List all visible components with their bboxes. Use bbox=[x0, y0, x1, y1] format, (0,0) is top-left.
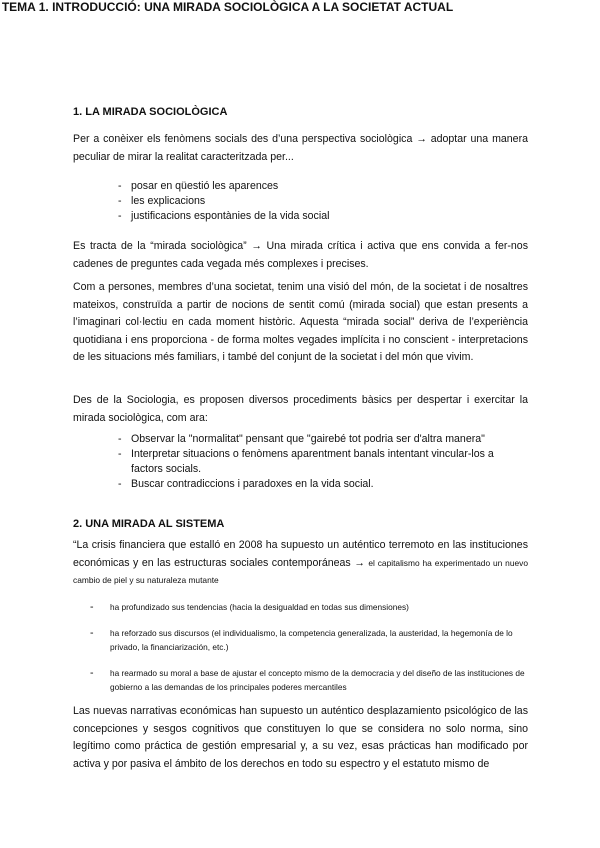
section2-heading: 2. UNA MIRADA AL SISTEMA bbox=[73, 518, 225, 530]
section2-paragraph: Las nuevas narrativas económicas han supuesto un auténtico desplazamiento psicológico de las concepciones y sesgos cognitivos que constituyen lo que se considera no solo norma, sino legítimo como práctica de gestión empresarial y, a su vez, esas prácticas han modificado por activa y por pasiva el ámbito de los derechos en todo su espectro y el estatuto mismo de bbox=[73, 705, 528, 770]
list-item: - justificacions espontànies de la vida social bbox=[118, 210, 330, 222]
list-item: - les explicacions bbox=[118, 195, 206, 207]
section1-paragraph-4: Des de la Sociologia, es proposen diversos procediments bàsics per despertar i exercitar la mirada sociològica, com ara: bbox=[73, 394, 528, 424]
list-item: - Observar la "normalitat" pensant que "gairebé tot podria ser d'altra manera" bbox=[118, 433, 485, 445]
list-item: - ha reforzado sus discursos (el individualismo, la competencia generalizada, la austeridad, la hegemonía de lo privado, la financiarización, etc.) bbox=[90, 626, 513, 652]
section1-heading: 1. LA MIRADA SOCIOLÒGICA bbox=[73, 106, 228, 118]
section1-bullet-list-2 bbox=[73, 432, 528, 492]
section1-paragraph-3: Com a persones, membres d’una societat, tenim una visió del món, de la societat i de nosaltres mateixos, construïda a partir de nocions de sentit comú (mirada social) que estan presents a l’imaginari col·lectiu en cada moment històric. Aquesta “mirada social” deriva de l’experiència quotidiana i ens proporciona - de forma moltes vegades implícita i no conscient - interpretacions de les situacions més familiars, i també del conjunt de la societat i del món que vivim. bbox=[73, 281, 528, 363]
section1-paragraph-2: Es tracta de la “mirada sociològica” → Una mirada crítica i activa que ens convida a fer-nos cadenes de preguntes cada vegada més complexes i precises. bbox=[73, 240, 528, 270]
section2-bullet-list bbox=[73, 600, 528, 695]
section2-quote: “La crisis financiera que estalló en 2008 ha supuesto un auténtico terremoto en las instituciones económicas y en las estructuras sociales contemporáneas → el capitalismo ha experimentado un nuevo cambio de piel y su naturaleza mutante bbox=[73, 539, 528, 585]
list-item: - Interpretar situacions o fenòmens aparentment banals intentant vincular-los a factors socials. bbox=[118, 448, 494, 475]
section1-bullet-list bbox=[73, 179, 528, 224]
list-item: - ha profundizado sus tendencias (hacia la desigualdad en todas sus dimensiones) bbox=[90, 601, 409, 613]
page-title: TEMA 1. INTRODUCCIÓ: UNA MIRADA SOCIOLÒGICA A LA SOCIETAT ACTUAL bbox=[1, 0, 454, 14]
list-item: - posar en qüestió les aparences bbox=[118, 180, 279, 192]
list-item: - ha rearmado su moral a base de ajustar el concepto mismo de la democracia y del diseño de las instituciones de gobierno a las demandas de los principales poderes mercantiles bbox=[90, 666, 525, 692]
section1-intro: Per a conèixer els fenòmens socials des d’una perspectiva sociològica → adoptar una manera peculiar de mirar la realitat caracteritzada per... bbox=[73, 133, 528, 163]
list-item: - Buscar contradiccions i paradoxes en la vida social. bbox=[118, 478, 374, 490]
